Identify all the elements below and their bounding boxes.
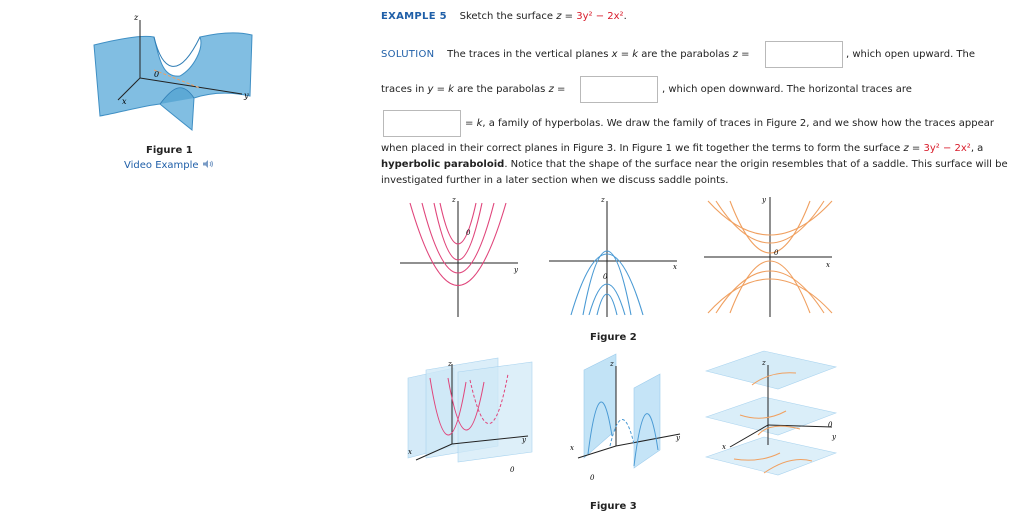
fig3a-y-label: y <box>522 436 526 444</box>
solution-line4 <box>381 142 983 156</box>
figure3-panel-horizontal-planes <box>700 345 845 485</box>
solution-text: traces in <box>381 84 425 95</box>
solution-equation: 3y² − 2x² <box>923 143 971 154</box>
video-example-link[interactable]: Video Example <box>124 160 199 171</box>
figure2-caption: Figure 2 <box>590 332 637 343</box>
solution-text: , a family of hyperbolas. We draw the family of traces in Figure 2, and we show how the traces appear <box>482 118 994 129</box>
fig1-origin-label: 0 <box>154 70 160 79</box>
fig2c-origin-label: 0 <box>774 249 779 257</box>
fig2a-origin-label: 0 <box>466 229 471 237</box>
example-eq-rhs: 3y² − 2x² <box>576 11 624 22</box>
figure3-panel-y-planes <box>560 350 690 485</box>
fig2b-origin-label: 0 <box>603 273 608 281</box>
solution-math: x = k <box>611 49 639 60</box>
fig2b-z-label: z <box>601 196 605 204</box>
figure2-panel-upward-parabolas <box>396 193 526 323</box>
example-heading <box>381 10 627 24</box>
answer-box-2[interactable] <box>580 76 658 103</box>
solution-text: are the parabolas <box>641 49 730 60</box>
solution-line5 <box>381 158 1008 172</box>
fig3a-origin-label: 0 <box>510 466 515 474</box>
figure3-panel-x-planes <box>400 350 540 485</box>
solution-math: k <box>476 118 483 129</box>
fig3b-z-label: z <box>610 360 614 368</box>
solution-label: SOLUTION <box>381 49 435 60</box>
solution-math: z = <box>732 49 750 60</box>
solution-line1 <box>381 48 750 62</box>
solution-math: z = <box>903 143 921 154</box>
solution-text: The traces in the vertical planes <box>447 49 609 60</box>
solution-math: y = k <box>427 84 454 95</box>
figure1-caption: Figure 1 <box>146 145 193 156</box>
solution-text: . Notice that the shape of the surface near the origin resembles that of a saddle. This surface will be <box>504 159 1008 170</box>
fig2a-y-label: y <box>514 266 518 274</box>
term-hyperbolic-paraboloid: hyperbolic paraboloid <box>381 159 505 170</box>
fig2c-y-label: y <box>762 196 766 204</box>
fig2c-x-label: x <box>826 261 830 269</box>
fig3c-y-label: y <box>832 433 836 441</box>
solution-text: = <box>465 118 477 129</box>
solution-text: are the parabolas <box>457 84 546 95</box>
example-eq-end: . <box>623 11 627 22</box>
solution-line6: investigated further in a later section when we discuss saddle points. <box>381 175 729 186</box>
answer-box-1[interactable] <box>765 41 843 68</box>
solution-text: , a <box>970 143 984 154</box>
solution-text: , which open downward. The horizontal traces are <box>662 84 912 95</box>
fig2a-z-label: z <box>452 196 456 204</box>
answer-box-3[interactable] <box>383 110 461 137</box>
fig3c-x-label: x <box>722 443 726 451</box>
figure3-caption: Figure 3 <box>590 501 637 512</box>
fig3c-z-label: z <box>762 359 766 367</box>
example-label: EXAMPLE 5 <box>381 11 447 22</box>
figure2-panel-hyperbolas <box>700 193 840 323</box>
figure1-saddle-illustration <box>82 8 262 138</box>
video-example-row[interactable] <box>124 159 214 173</box>
fig1-x-label: x <box>122 97 127 106</box>
figure2-panel-downward-parabolas <box>545 193 685 323</box>
fig1-y-label: y <box>244 91 249 100</box>
fig3b-x-label: x <box>570 444 574 452</box>
solution-text: when placed in their correct planes in Figure 3. In Figure 1 we fit together the terms to form the surface <box>381 143 901 154</box>
fig3c-origin-label: 0 <box>828 421 833 429</box>
solution-math: z = <box>548 84 566 95</box>
solution-line2 <box>381 83 565 97</box>
saddle-surface <box>94 33 252 130</box>
solution-text: , which open upward. The <box>846 49 976 60</box>
fig3b-y-label: y <box>676 434 680 442</box>
fig3a-z-label: z <box>448 360 452 368</box>
fig3b-origin-label: 0 <box>590 474 595 482</box>
example-statement: Sketch the surface <box>459 11 554 22</box>
solution-line3 <box>465 117 994 131</box>
fig2b-x-label: x <box>673 263 677 271</box>
fig1-z-label: z <box>134 13 139 22</box>
example-eq-lhs: z = <box>556 11 574 22</box>
fig3a-x-label: x <box>408 448 412 456</box>
speaker-icon[interactable] <box>202 159 214 169</box>
